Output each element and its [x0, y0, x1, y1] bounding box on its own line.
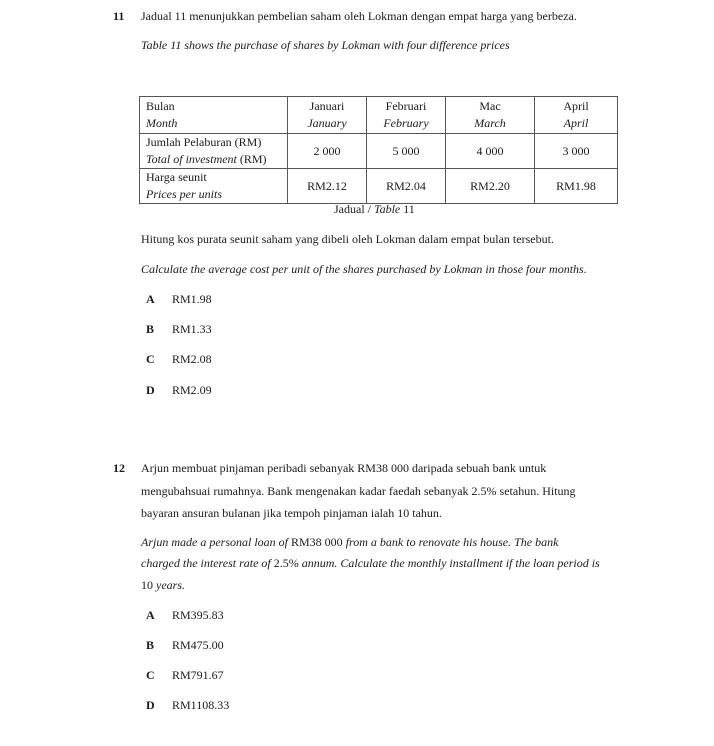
row-label-cell: [140, 134, 288, 169]
text-roman: RM38 000: [291, 535, 343, 549]
question-11-prompt-en: Calculate the average cost per unit of the shares purchased by Lokman in those four months.: [141, 262, 587, 276]
question-11-stem-ms: Jadual 11 menunjukkan pembelian saham oleh Lokman dengan empat harga yang berbeza.: [141, 9, 577, 23]
question-11-prompt-ms: Hitung kos purata seunit saham yang dibeli oleh Lokman dalam empat bulan tersebut.: [141, 232, 554, 246]
caption-en: Table: [374, 202, 401, 216]
row-label-ms: Jumlah Pelaburan (RM): [146, 135, 262, 149]
option-letter: D: [146, 698, 155, 712]
month-cell: [367, 97, 446, 134]
option-letter: D: [146, 383, 155, 397]
option-text: RM1108.33: [172, 698, 230, 712]
option-text: RM2.08: [172, 352, 212, 366]
month-ms: Januari: [309, 99, 345, 113]
table-11: [139, 96, 618, 204]
table-cell: RM1.98: [535, 169, 618, 204]
option-letter: A: [146, 608, 155, 622]
table-cell: RM2.20: [446, 169, 535, 204]
text-italic: from a bank to renovate his house. The bank: [342, 535, 559, 549]
option-letter: B: [146, 322, 155, 336]
question-12-stem-ms-line: mengubahsuai rumahnya. Bank mengenakan kadar faedah sebanyak 2.5% setahun. Hitung: [141, 484, 576, 498]
row-label-en: Total of investment: [146, 152, 237, 166]
option-text: RM475.00: [172, 638, 224, 652]
question-11-stem-en: Table 11 shows the purchase of shares by Lokman with four difference prices: [141, 38, 510, 52]
caption-ms: Jadual /: [334, 202, 374, 216]
option-letter: B: [146, 638, 155, 652]
caption-num: 11: [400, 202, 415, 216]
table-cell: 5 000: [367, 134, 446, 169]
month-ms: April: [563, 99, 589, 113]
row-label-cell: [140, 169, 288, 204]
month-cell: [446, 97, 535, 134]
month-cell: [535, 97, 618, 134]
option-text: RM395.83: [172, 608, 224, 622]
text-italic: charged the interest rate of: [141, 556, 274, 570]
table-caption: [334, 202, 415, 217]
header-label-en: Month: [146, 116, 178, 130]
text-italic: Arjun made a personal loan of: [141, 535, 291, 549]
month-en: March: [474, 116, 506, 130]
month-en: February: [383, 116, 429, 130]
option-text: RM2.09: [172, 383, 212, 397]
question-12-stem-ms-line: Arjun membuat pinjaman peribadi sebanyak RM38 000 daripada sebuah bank untuk: [141, 461, 547, 475]
option-text: RM1.98: [172, 292, 212, 306]
option-letter: A: [146, 292, 155, 306]
row-label-en: Prices per units: [146, 187, 222, 201]
question-12-stem-ms-line: bayaran ansuran bulanan jika tempoh pinjaman ialah 10 tahun.: [141, 506, 442, 520]
option-text: RM791.67: [172, 668, 224, 682]
table-row-price: [140, 169, 618, 204]
question-12-stem-en-line: [141, 578, 185, 593]
table-cell: RM2.04: [367, 169, 446, 204]
question-12-stem-en-line: [141, 535, 558, 550]
table-cell: RM2.12: [288, 169, 367, 204]
row-label-en-suffix: (RM): [236, 152, 267, 166]
table-header-row: [140, 97, 618, 134]
table-cell: 3 000: [535, 134, 618, 169]
text-roman: 2.5%: [273, 556, 299, 570]
text-italic: years.: [153, 578, 185, 592]
option-letter: C: [146, 352, 155, 366]
month-en: April: [563, 116, 589, 130]
header-label-cell: [140, 97, 288, 134]
month-cell: [288, 97, 367, 134]
month-ms: Mac: [479, 99, 501, 113]
month-en: January: [307, 116, 347, 130]
option-text: RM1.33: [172, 322, 212, 336]
table-row-investment: [140, 134, 618, 169]
month-ms: Februari: [385, 99, 427, 113]
option-letter: C: [146, 668, 155, 682]
question-12-number: 12: [113, 461, 125, 475]
row-label-ms: Harga seunit: [146, 170, 207, 184]
question-11-number: 11: [113, 9, 125, 23]
text-roman: 10: [141, 578, 153, 592]
question-12-stem-en-line: [141, 556, 600, 571]
text-italic: annum. Calculate the monthly installment if the loan period is: [298, 556, 600, 570]
table-cell: 4 000: [446, 134, 535, 169]
table-cell: 2 000: [288, 134, 367, 169]
header-label-ms: Bulan: [146, 99, 175, 113]
